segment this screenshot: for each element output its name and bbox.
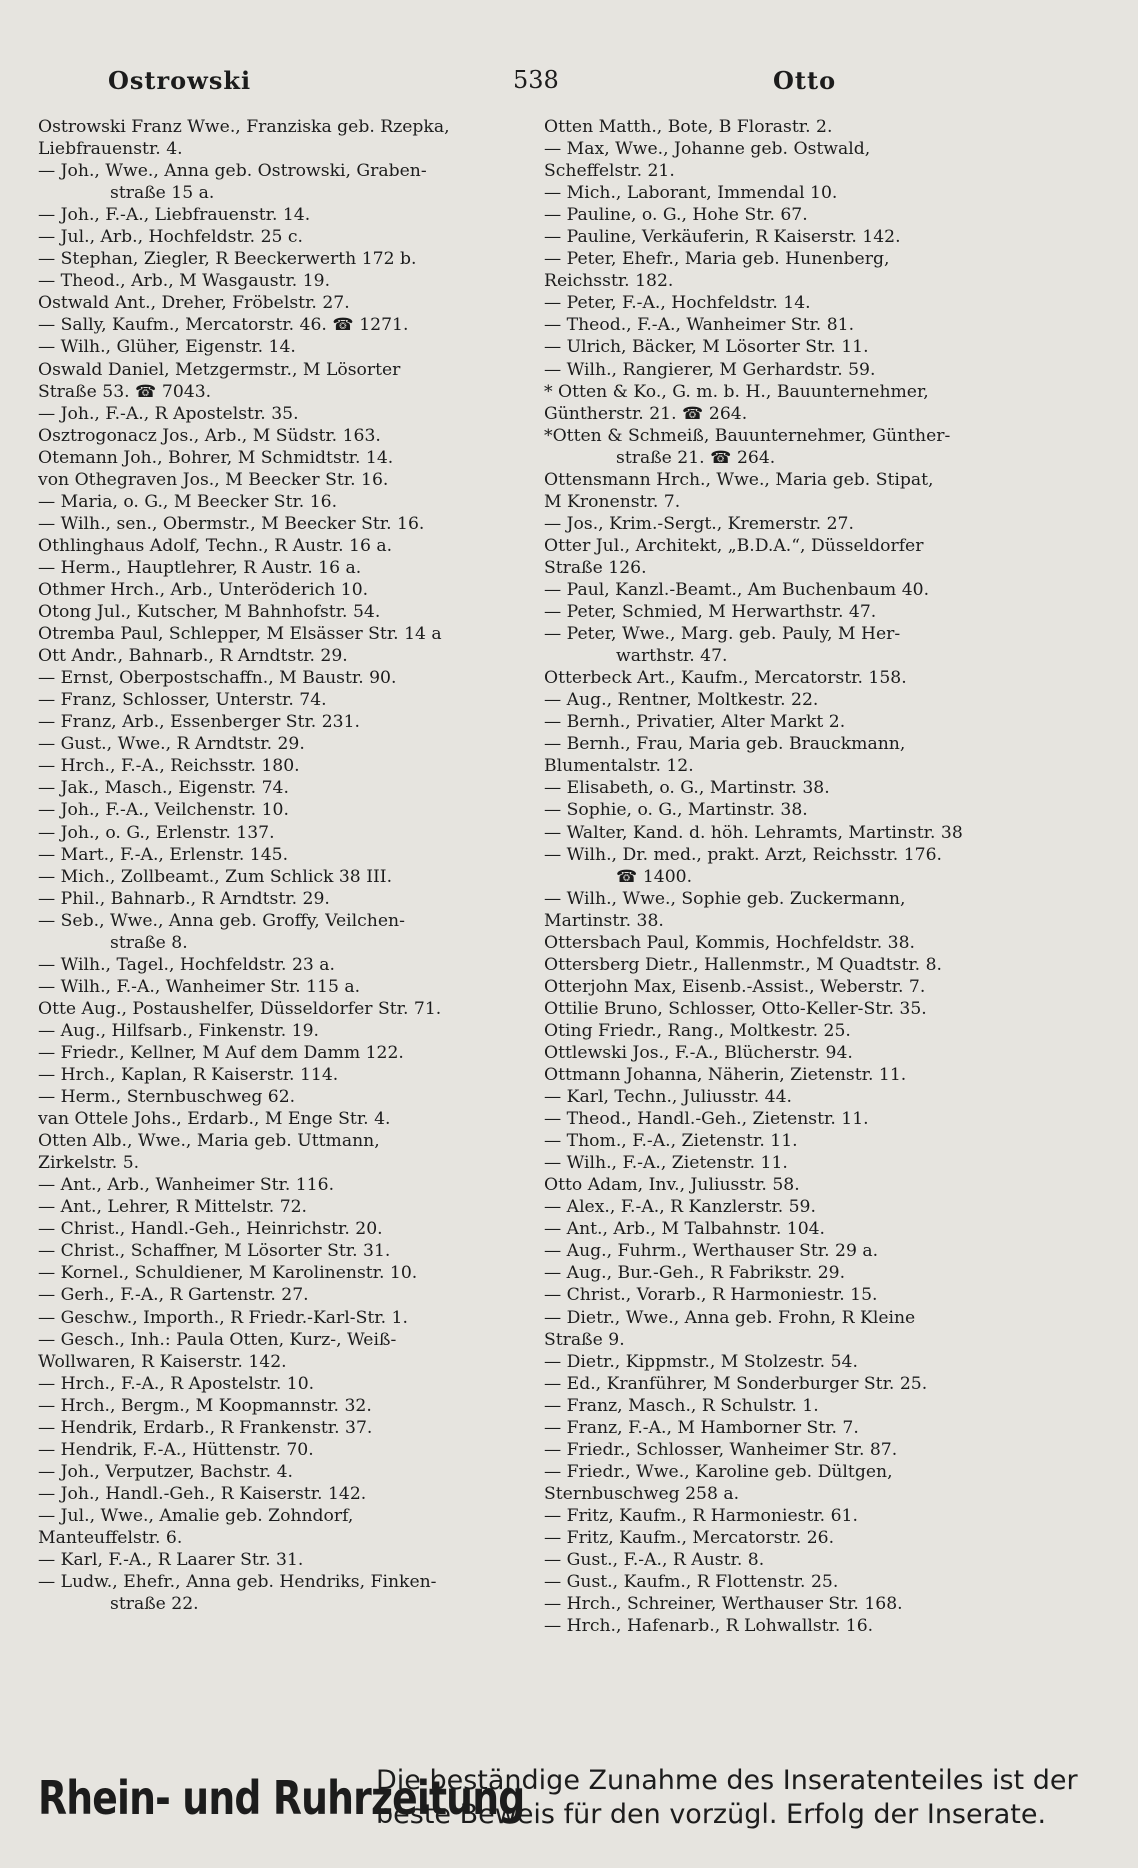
directory-entry-line: warthstr. 47.	[616, 646, 728, 667]
directory-entry-line: — Hrch., F.-A., Reichsstr. 180.	[38, 756, 300, 777]
directory-entry-line: — Christ., Schaffner, M Lösorter Str. 31.	[38, 1241, 391, 1262]
directory-entry-line: — Hrch., Schreiner, Werthauser Str. 168.	[544, 1594, 903, 1615]
directory-entry-line: von Othegraven Jos., M Beecker Str. 16.	[38, 469, 389, 490]
directory-entry-line: — Pauline, Verkäuferin, R Kaiserstr. 142.	[544, 227, 901, 248]
directory-entry-line: — Mich., Zollbeamt., Zum Schlick 38 III.	[38, 866, 393, 887]
directory-entry-line: — Bernh., Privatier, Alter Markt 2.	[544, 712, 846, 733]
directory-entry-line: Othmer Hrch., Arb., Unteröderich 10.	[38, 579, 369, 600]
directory-entry-line: Otten Matth., Bote, B Florastr. 2.	[544, 117, 833, 137]
directory-entry-line: straße 22.	[110, 1594, 199, 1615]
directory-entry-line: — Joh., F.-A., Liebfrauenstr. 14.	[38, 205, 311, 226]
directory-entry-line: — Stephan, Ziegler, R Beeckerwerth 172 b.	[38, 249, 417, 270]
page-number: 538	[513, 66, 559, 94]
directory-entry-line: — Geschw., Importh., R Friedr.-Karl-Str. 1.	[38, 1307, 408, 1328]
directory-entry-line: Otterjohn Max, Eisenb.-Assist., Weberstr. 7.	[544, 976, 926, 997]
directory-entry-line: — Franz, Schlosser, Unterstr. 74.	[38, 690, 327, 711]
directory-entry-line: — Wilh., Glüher, Eigenstr. 14.	[38, 337, 296, 358]
directory-entry-line: Zirkelstr. 5.	[38, 1153, 140, 1174]
directory-entry-line: — Phil., Bahnarb., R Arndtstr. 29.	[38, 888, 330, 909]
directory-entry-line: — Thom., F.-A., Zietenstr. 11.	[544, 1131, 798, 1152]
directory-entry-line: *Otten & Schmeiß, Bauunternehmer, Günther-	[544, 425, 951, 446]
directory-entry-line: — Alex., F.-A., R Kanzlerstr. 59.	[544, 1197, 816, 1218]
directory-entry-line: straße 8.	[110, 932, 188, 953]
directory-entry-line: Straße 9.	[544, 1329, 625, 1350]
directory-entry-line: Ostwald Ant., Dreher, Fröbelstr. 27.	[38, 293, 350, 314]
directory-entry-line: — Wilh., Dr. med., prakt. Arzt, Reichsstr. 176.	[544, 844, 942, 865]
directory-entry-line: Osztrogonacz Jos., Arb., M Südstr. 163.	[38, 425, 381, 446]
directory-entry-line: — Ant., Arb., Wanheimer Str. 116.	[38, 1175, 335, 1196]
directory-entry-line: — Jul., Arb., Hochfeldstr. 25 c.	[38, 227, 303, 248]
directory-entry-line: — Theod., F.-A., Wanheimer Str. 81.	[544, 315, 855, 336]
directory-entry-line: — Joh., o. G., Erlenstr. 137.	[38, 822, 275, 843]
directory-entry-line: — Wilh., F.-A., Wanheimer Str. 115 a.	[38, 976, 361, 997]
directory-entry-line: — Kornel., Schuldiener, M Karolinenstr. 10.	[38, 1263, 418, 1284]
directory-entry-line: — Ulrich, Bäcker, M Lösorter Str. 11.	[544, 337, 869, 358]
directory-entry-line: — Jul., Wwe., Amalie geb. Zohndorf,	[38, 1505, 354, 1526]
directory-entry-line: Scheffelstr. 21.	[544, 161, 675, 182]
directory-entry-line: — Karl, Techn., Juliusstr. 44.	[544, 1087, 792, 1108]
directory-entry-line: — Hrch., Hafenarb., R Lohwallstr. 16.	[544, 1616, 874, 1637]
directory-entry-line: Ottensmann Hrch., Wwe., Maria geb. Stipat,	[544, 469, 934, 490]
ad-slogan-line-2: beste Beweis für den vorzügl. Erfolg der Inserate.	[376, 1799, 1047, 1830]
directory-entry-line: Otterbeck Art., Kaufm., Mercatorstr. 158.	[544, 668, 907, 689]
directory-entry-line: — Friedr., Schlosser, Wanheimer Str. 87.	[544, 1439, 898, 1460]
directory-entry-line: — Max, Wwe., Johanne geb. Ostwald,	[544, 139, 871, 160]
directory-entry-line: — Gust., Kaufm., R Flottenstr. 25.	[544, 1572, 839, 1593]
directory-entry-line: Liebfrauenstr. 4.	[38, 139, 183, 160]
directory-entry-line: — Wilh., Tagel., Hochfeldstr. 23 a.	[38, 954, 335, 975]
directory-entry-line: — Christ., Vorarb., R Harmoniestr. 15.	[544, 1285, 878, 1306]
directory-entry-line: — Theod., Handl.-Geh., Zietenstr. 11.	[544, 1109, 869, 1130]
directory-entry-line: — Peter, F.-A., Hochfeldstr. 14.	[544, 293, 811, 314]
directory-entry-line: — Franz, F.-A., M Hamborner Str. 7.	[544, 1417, 859, 1438]
directory-entry-line: Ottlewski Jos., F.-A., Blücherstr. 94.	[544, 1042, 853, 1063]
directory-entry-line: — Aug., Rentner, Moltkestr. 22.	[544, 690, 819, 711]
directory-entry-line: — Joh., Verputzer, Bachstr. 4.	[38, 1461, 293, 1482]
directory-entry-line: — Jak., Masch., Eigenstr. 74.	[38, 778, 289, 799]
directory-entry-line: Sternbuschweg 258 a.	[544, 1483, 740, 1504]
directory-entry-line: — Aug., Fuhrm., Werthauser Str. 29 a.	[544, 1241, 879, 1262]
directory-entry-line: Oting Friedr., Rang., Moltkestr. 25.	[544, 1020, 851, 1041]
header-right-keyword: Otto	[773, 66, 837, 95]
directory-entry-line: — Mart., F.-A., Erlenstr. 145.	[38, 844, 289, 865]
directory-entry-line: — Ludw., Ehefr., Anna geb. Hendriks, Finken-	[38, 1572, 437, 1593]
directory-entry-line: — Joh., F.-A., Veilchenstr. 10.	[38, 800, 289, 821]
right-column	[544, 116, 1054, 1637]
directory-entry-line: — Aug., Hilfsarb., Finkenstr. 19.	[38, 1020, 320, 1041]
directory-entry-line: Reichsstr. 182.	[544, 271, 674, 292]
directory-entry-line: Ottmann Johanna, Näherin, Zietenstr. 11.	[544, 1065, 907, 1086]
directory-entry-line: Ottersberg Dietr., Hallenmstr., M Quadtstr. 8.	[544, 954, 943, 975]
directory-entry-line: — Jos., Krim.-Sergt., Kremerstr. 27.	[544, 513, 854, 534]
directory-entry-line: — Herm., Hauptlehrer, R Austr. 16 a.	[38, 557, 362, 578]
directory-entry-line: — Seb., Wwe., Anna geb. Groffy, Veilchen-	[38, 910, 405, 931]
directory-entry-line: Wollwaren, R Kaiserstr. 142.	[38, 1351, 287, 1372]
directory-entry-line: Otremba Paul, Schlepper, M Elsässer Str. 14 a	[38, 624, 442, 645]
directory-entry-line: Otte Aug., Postaushelfer, Düsseldorfer Str. 71.	[38, 998, 442, 1019]
directory-entry-line: — Dietr., Kippmstr., M Stolzestr. 54.	[544, 1351, 858, 1372]
directory-entry-line: — Theod., Arb., M Wasgaustr. 19.	[38, 271, 331, 292]
directory-entry-line: — Wilh., sen., Obermstr., M Beecker Str. 16.	[38, 513, 425, 534]
directory-entry-line: Ott Andr., Bahnarb., R Arndtstr. 29.	[38, 646, 348, 667]
directory-entry-line: — Hrch., F.-A., R Apostelstr. 10.	[38, 1373, 315, 1394]
directory-entry-line: — Joh., Handl.-Geh., R Kaiserstr. 142.	[38, 1483, 367, 1504]
directory-entry-line: — Wilh., Rangierer, M Gerhardstr. 59.	[544, 359, 876, 380]
directory-entry-line: — Wilh., F.-A., Zietenstr. 11.	[544, 1153, 788, 1174]
directory-entry-line: straße 15 a.	[110, 183, 215, 204]
left-column	[38, 116, 548, 1615]
directory-entry-line: Manteuffelstr. 6.	[38, 1528, 183, 1548]
directory-entry-line: — Fritz, Kaufm., Mercatorstr. 26.	[544, 1528, 835, 1548]
directory-entry-line: — Joh., F.-A., R Apostelstr. 35.	[38, 403, 299, 424]
directory-entry-line: Oswald Daniel, Metzgermstr., M Lösorter	[38, 359, 401, 380]
directory-entry-line: — Elisabeth, o. G., Martinstr. 38.	[544, 778, 830, 799]
newspaper-logo: Rhein- und Ruhrzeitung	[38, 1771, 525, 1825]
directory-entry-line: — Walter, Kand. d. höh. Lehramts, Martinstr. 38	[544, 822, 963, 843]
directory-entry-line: — Paul, Kanzl.-Beamt., Am Buchenbaum 40.	[544, 579, 930, 600]
directory-entry-line: — Peter, Wwe., Marg. geb. Pauly, M Her-	[544, 624, 901, 645]
directory-entry-line: — Pauline, o. G., Hohe Str. 67.	[544, 205, 808, 226]
directory-entry-line: Ottilie Bruno, Schlosser, Otto-Keller-Str. 35.	[544, 998, 927, 1019]
directory-entry-line: — Maria, o. G., M Beecker Str. 16.	[38, 491, 338, 512]
directory-entry-line: — Wilh., Wwe., Sophie geb. Zuckermann,	[544, 888, 906, 909]
directory-entry-line: — Peter, Schmied, M Herwarthstr. 47.	[544, 602, 877, 623]
directory-entry-line: — Ant., Arb., M Talbahnstr. 104.	[544, 1219, 826, 1240]
directory-entry-line: — Gesch., Inh.: Paula Otten, Kurz-, Weiß-	[38, 1329, 397, 1350]
directory-entry-line: — Ant., Lehrer, R Mittelstr. 72.	[38, 1197, 308, 1218]
directory-entry-line: — Sophie, o. G., Martinstr. 38.	[544, 800, 808, 821]
directory-entry-line: — Hendrik, F.-A., Hüttenstr. 70.	[38, 1439, 314, 1460]
directory-entry-line: — Franz, Masch., R Schulstr. 1.	[544, 1395, 819, 1416]
directory-entry-line: — Christ., Handl.-Geh., Heinrichstr. 20.	[38, 1219, 383, 1240]
directory-entry-line: — Aug., Bur.-Geh., R Fabrikstr. 29.	[544, 1263, 846, 1284]
directory-entry-line: Otong Jul., Kutscher, M Bahnhofstr. 54.	[38, 602, 381, 623]
directory-entry-line: Otten Alb., Wwe., Maria geb. Uttmann,	[38, 1131, 380, 1152]
ad-slogan	[376, 1764, 1106, 1832]
directory-entry-line: — Mich., Laborant, Immendal 10.	[544, 183, 838, 204]
directory-entry-line: Ottersbach Paul, Kommis, Hochfeldstr. 38.	[544, 932, 915, 953]
directory-entry-line: — Fritz, Kaufm., R Harmoniestr. 61.	[544, 1505, 858, 1526]
directory-entry-line: — Franz, Arb., Essenberger Str. 231.	[38, 712, 360, 733]
directory-entry-line: Martinstr. 38.	[544, 910, 664, 931]
ad-slogan-line-1: Die beständige Zunahme des Inseratenteiles ist der	[376, 1765, 1078, 1796]
header-left-keyword: Ostrowski	[108, 66, 252, 95]
directory-entry-line: — Karl, F.-A., R Laarer Str. 31.	[38, 1550, 304, 1571]
directory-entry-line: Straße 53. ☎ 7043.	[38, 381, 212, 402]
directory-entry-line: Otemann Joh., Bohrer, M Schmidtstr. 14.	[38, 447, 394, 468]
directory-entry-line: — Bernh., Frau, Maria geb. Brauckmann,	[544, 734, 906, 755]
directory-entry-line: — Dietr., Wwe., Anna geb. Frohn, R Kleine	[544, 1307, 916, 1328]
directory-entry-line: — Friedr., Wwe., Karoline geb. Dültgen,	[544, 1461, 893, 1482]
directory-entry-line: M Kronenstr. 7.	[544, 491, 681, 512]
directory-entry-line: straße 21. ☎ 264.	[616, 447, 776, 468]
directory-entry-line: — Sally, Kaufm., Mercatorstr. 46. ☎ 1271.	[38, 315, 409, 336]
directory-entry-line: — Gust., Wwe., R Arndtstr. 29.	[38, 734, 305, 755]
directory-entry-line: — Hendrik, Erdarb., R Frankenstr. 37.	[38, 1417, 373, 1438]
advertisement	[38, 1762, 1106, 1834]
directory-entry-line: * Otten & Ko., G. m. b. H., Bauunternehmer,	[544, 381, 929, 402]
directory-entry-line: — Joh., Wwe., Anna geb. Ostrowski, Graben-	[38, 161, 427, 182]
directory-entry-line: — Peter, Ehefr., Maria geb. Hunenberg,	[544, 249, 890, 270]
directory-entry-line: — Gerh., F.-A., R Gartenstr. 27.	[38, 1285, 309, 1306]
directory-entry-line: — Gust., F.-A., R Austr. 8.	[544, 1550, 765, 1571]
directory-entry-line: — Herm., Sternbuschweg 62.	[38, 1087, 296, 1108]
directory-entry-line: — Ernst, Oberpostschaffn., M Baustr. 90.	[38, 668, 397, 689]
directory-entry-line: Güntherstr. 21. ☎ 264.	[544, 403, 748, 424]
directory-entry-line: Ostrowski Franz Wwe., Franziska geb. Rzepka,	[38, 117, 450, 137]
directory-entry-line: — Hrch., Kaplan, R Kaiserstr. 114.	[38, 1065, 339, 1086]
directory-entry-line: van Ottele Johs., Erdarb., M Enge Str. 4.	[38, 1109, 391, 1130]
directory-entry-line: — Friedr., Kellner, M Auf dem Damm 122.	[38, 1042, 404, 1063]
directory-entry-line: Blumentalstr. 12.	[544, 756, 694, 777]
directory-entry-line: ☎ 1400.	[616, 866, 693, 887]
directory-entry-line: Otto Adam, Inv., Juliusstr. 58.	[544, 1175, 800, 1196]
directory-entry-line: Straße 126.	[544, 557, 647, 578]
directory-entry-line: — Ed., Kranführer, M Sonderburger Str. 25.	[544, 1373, 928, 1394]
directory-entry-line: — Hrch., Bergm., M Koopmannstr. 32.	[38, 1395, 372, 1416]
directory-entry-line: Othlinghaus Adolf, Techn., R Austr. 16 a.	[38, 535, 393, 556]
directory-entry-line: Otter Jul., Architekt, „B.D.A.“, Düsseldorfer	[544, 535, 924, 556]
